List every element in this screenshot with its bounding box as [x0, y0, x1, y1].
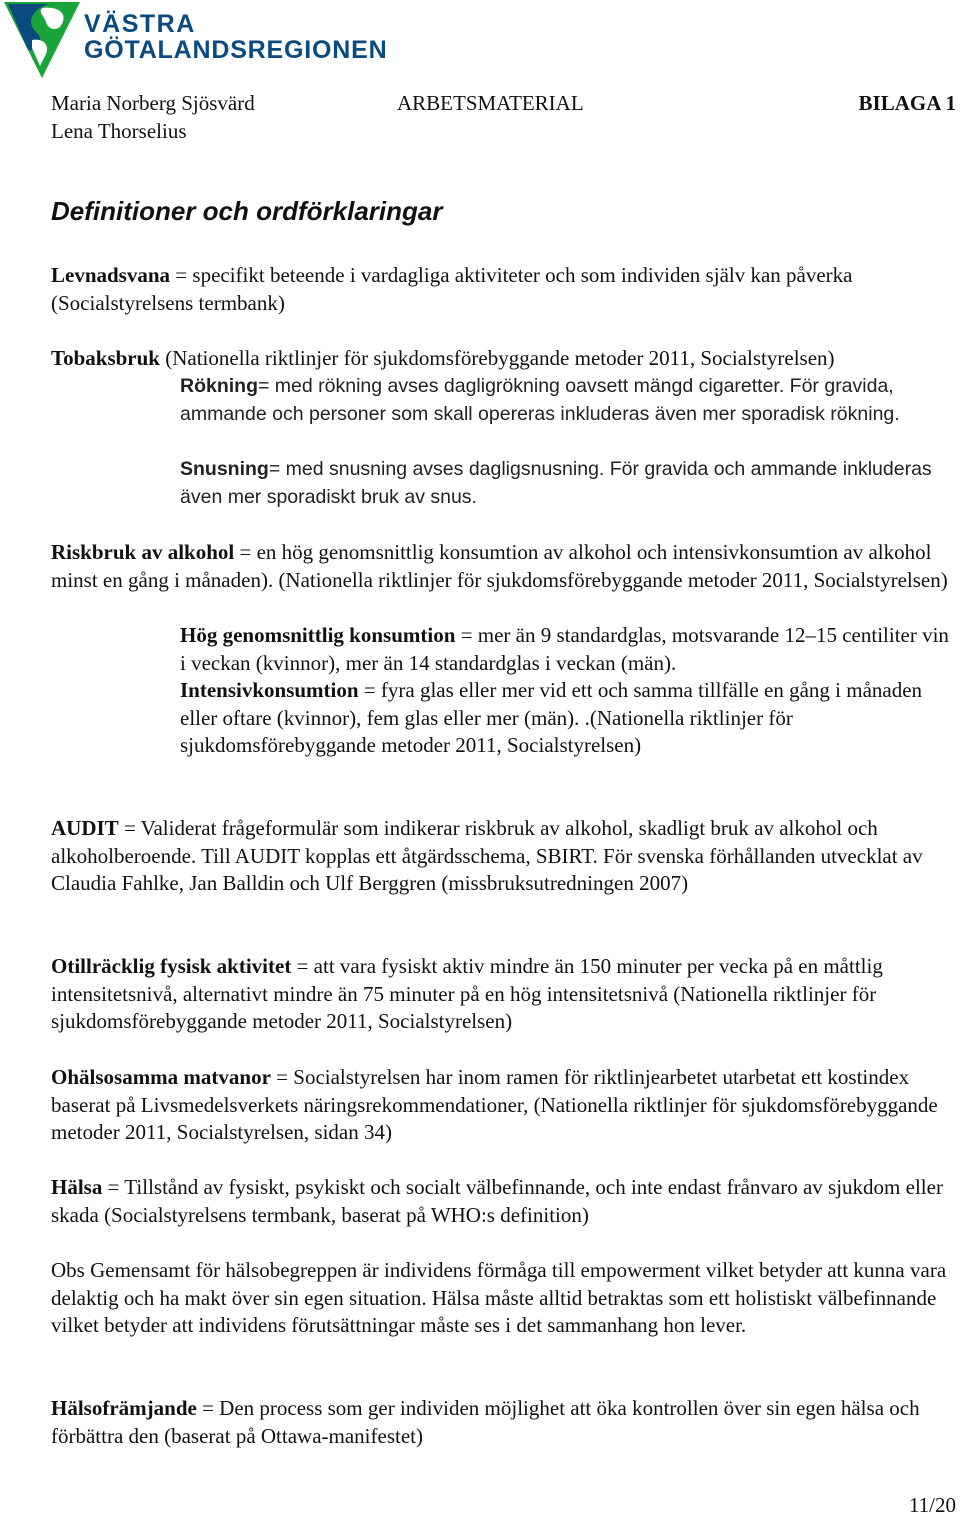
definition-text: = att vara fysiskt aktiv mindre än 150 minuter per vecka på en måttlig intensitetsnivå, alternativt mindre än 75 minuter på en hög intensitetsnivå (Nationella riktlinjer för sjukdomsförebyggande metoder 2011, Socialstyrelsen)	[51, 954, 883, 1034]
term: Tobaksbruk	[51, 346, 160, 370]
definition-text: = Validerat frågeformulär som indikerar riskbruk av alkohol, skadligt bruk av alkohol och alkoholberoende. Till AUDIT kopplas ett åtgärdsschema, SBIRT. För svenska förhållanden utvecklat av Claudia Fahlke, Jan Balldin och Ulf Berggren (missbruksutredningen 2007)	[51, 816, 923, 896]
term: Intensivkonsumtion	[180, 678, 359, 702]
definition-text: = en hög genomsnittlig konsumtion av alkohol och intensivkonsumtion av alkohol minst en gång i månaden). (Nationella riktlinjer för sjukdomsförebyggande metoder 2011, Socialstyrelsen)	[51, 540, 948, 592]
term: Levnadsvana	[51, 263, 171, 287]
term: Hälsa	[51, 1175, 103, 1199]
definition-halsa	[51, 1174, 956, 1229]
definition-rokning	[180, 373, 956, 428]
definition-text: = Den process som ger individen möjlighet att öka kontrollen över sin egen hälsa och förbättra den (baserat på Ottawa-manifestet)	[51, 1396, 920, 1448]
note-obs: Obs Gemensamt för hälsobegreppen är individens förmåga till empowerment vilket betyder att kunna vara delaktig och ha makt över sin egen situation. Hälsa måste alltid betraktas som ett holistiskt välbefinnande vilket betyder att individens förutsättningar måste ses i det sammanhang hon lever.	[51, 1258, 947, 1338]
definition-text: = Socialstyrelsen har inom ramen för riktlinjearbetet utarbetat ett kostindex baserat på Livsmedelsverkets näringsrekommendationer, (Nationella riktlinjer för sjukdomsförebyggande metoder 2011, Socialstyrelsen, sidan 34)	[51, 1065, 938, 1145]
definition-levnadsvana	[51, 262, 956, 317]
attachment-label: BILAGA 1	[858, 91, 956, 115]
definition-text: (Nationella riktlinjer för sjukdomsförebyggande metoder 2011, Socialstyrelsen)	[159, 346, 835, 370]
definition-text: = mer än 9 standardglas, motsvarande 12–15 centiliter vin i veckan (kvinnor), mer än 14 standardglas i veckan (män).	[180, 623, 949, 675]
term: Hög genomsnittlig konsumtion	[180, 623, 456, 647]
definition-hog-konsumtion	[180, 622, 956, 677]
page-title: Definitioner och ordförklaringar	[51, 196, 443, 226]
logo-text-line2: GÖTALANDSREGIONEN	[84, 36, 388, 64]
page-number: 11/20	[908, 1493, 956, 1517]
author-1: Maria Norberg Sjösvärd	[51, 91, 255, 115]
definition-text: = specifikt beteende i vardagliga aktiviteter och som individen själv kan påverka (Socialstyrelsens termbank)	[51, 263, 853, 315]
logo-text-line1: VÄSTRA	[84, 10, 196, 38]
definition-fysisk-aktivitet	[51, 953, 956, 1036]
definition-matvanor	[51, 1064, 956, 1147]
authors	[51, 90, 255, 145]
term: Riskbruk av alkohol	[51, 540, 235, 564]
vgr-logo	[2, 0, 388, 80]
definition-snusning	[180, 456, 956, 511]
definition-audit	[51, 815, 956, 898]
author-2: Lena Thorselius	[51, 118, 187, 143]
definition-text: = fyra glas eller mer vid ett och samma tillfälle en gång i månaden eller oftare (kvinnor), fem glas eller mer (män). .(Nationella riktlinjer för sjukdomsförebyggande metoder 2011, Socialstyrelsen)	[180, 678, 923, 758]
definition-text: = med rökning avses dagligrökning oavsett mängd cigaretter. För gravida, ammande och personer som skall opereras inkluderas även mer sporadisk rökning.	[180, 375, 900, 425]
definition-text: = med snusning avses dagligsnusning. För gravida och ammande inkluderas även mer sporadiskt bruk av snus.	[180, 458, 932, 508]
vgr-logo-mark-icon	[2, 0, 82, 80]
term: Hälsofrämjande	[51, 1396, 197, 1420]
definition-riskbruk	[51, 539, 956, 594]
term: AUDIT	[51, 816, 119, 840]
definition-halsoframjande	[51, 1395, 956, 1450]
definition-text: = Tillstånd av fysiskt, psykiskt och socialt välbefinnande, och inte endast frånvaro av sjukdom eller skada (Socialstyrelsens termbank, baserat på WHO:s definition)	[51, 1175, 943, 1227]
document-label: ARBETSMATERIAL	[397, 91, 584, 115]
definition-intensivkonsumtion	[180, 677, 956, 760]
definition-tobaksbruk	[51, 345, 956, 373]
term: Ohälsosamma matvanor	[51, 1065, 271, 1089]
term: Otillräcklig fysisk aktivitet	[51, 954, 292, 978]
term: Snusning	[180, 458, 269, 480]
term: Rökning	[180, 375, 258, 397]
